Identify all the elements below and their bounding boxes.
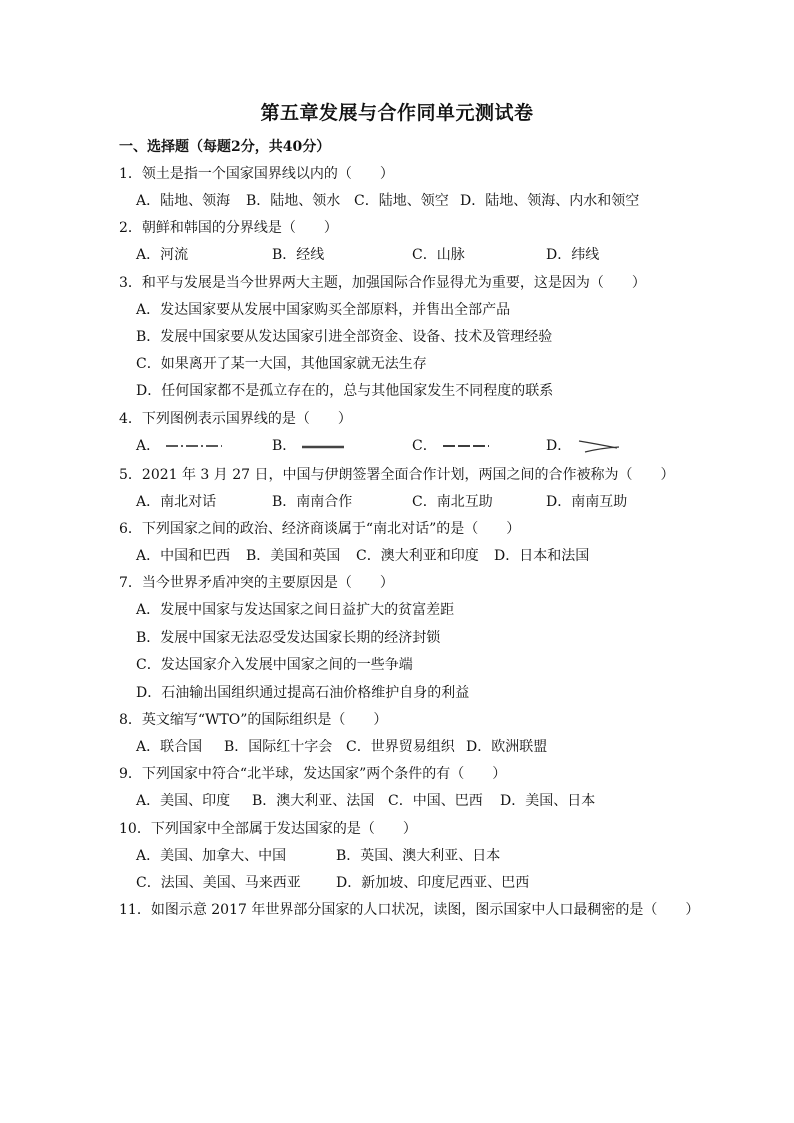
option-d: D．新加坡、印度尼西亚、巴西 (336, 875, 530, 891)
option-a (136, 435, 222, 455)
option-a: A．美国、印度 (136, 793, 231, 809)
question-11: 11．如图示意 2017 年世界部分国家的人口状况，读图，图示国家中人口最稠密的是（ ） (119, 902, 700, 918)
option-a: A．南北对话 (136, 494, 217, 510)
option-c (412, 435, 489, 455)
option-a: A．联合国 (136, 739, 203, 755)
option-b: B．国际红十字会 (224, 739, 333, 755)
option-c: C．世界贸易组织 (346, 739, 455, 755)
option-b-label: B． (272, 438, 297, 454)
option-a: A．发展中国家与发达国家之间日益扩大的贫富差距 (136, 602, 455, 618)
page-title: 第五章发展与合作同单元测试卷 (260, 102, 534, 124)
option-c: C．陆地、领空 (354, 193, 449, 209)
question-5-options (136, 491, 696, 511)
option-b: B．经线 (272, 247, 325, 263)
option-a: A．陆地、领海 (136, 193, 231, 209)
option-b (272, 435, 344, 455)
option-d: D．任何国家都不是孤立存在的，总与其他国家发生不同程度的联系 (136, 383, 554, 399)
option-a-label: A． (136, 438, 161, 454)
question-1: 1．领土是指一个国家国界线以内的（ ） (119, 166, 394, 182)
option-c-label: C． (412, 438, 437, 454)
option-a: A．中国和巴西 (136, 548, 231, 564)
option-c: C．南北互助 (412, 494, 493, 510)
option-b: B．发展中国家要从发达国家引进全部资金、设备、技术及管理经验 (136, 329, 553, 345)
dash-dot-boundary-symbol-icon (166, 441, 222, 451)
question-8: 8．英文缩写“WTO”的国际组织是（ ） (119, 712, 388, 728)
question-9-options (136, 790, 696, 810)
option-d: D．日本和法国 (494, 548, 590, 564)
option-b: B．澳大利亚、法国 (252, 793, 375, 809)
thick-line-symbol-icon (302, 441, 344, 451)
option-c: C．澳大利亚和印度 (356, 548, 479, 564)
option-d: D．石油输出国组织通过提高石油价格维护自身的利益 (136, 685, 470, 701)
question-7: 7．当今世界矛盾冲突的主要原因是（ ） (119, 575, 394, 591)
question-1-options (136, 190, 696, 210)
river-symbol-icon (577, 438, 621, 454)
option-c: C．山脉 (412, 247, 465, 263)
option-c: C．中国、巴西 (388, 793, 483, 809)
option-c: C．法国、美国、马来西亚 (136, 875, 301, 891)
option-b: B．美国和英国 (246, 548, 341, 564)
option-d: D．欧洲联盟 (466, 739, 548, 755)
option-d: D．纬线 (546, 247, 600, 263)
option-c: C．发达国家介入发展中国家之间的一些争端 (136, 657, 413, 673)
question-10: 10．下列国家中全部属于发达国家的是（ ） (119, 821, 417, 837)
question-9: 9．下列国家中符合“北半球，发达国家”两个条件的有（ ） (119, 766, 507, 782)
question-6: 6．下列国家之间的政治、经济商谈属于“南北对话”的是（ ） (119, 521, 521, 537)
option-a: A．河流 (136, 247, 189, 263)
dashed-line-symbol-icon (443, 441, 489, 451)
question-6-options (136, 545, 696, 565)
option-a: A．美国、加拿大、中国 (136, 848, 287, 864)
question-2-options (136, 244, 696, 264)
option-a: A．发达国家要从发展中国家购买全部原料，并售出全部产品 (136, 302, 511, 318)
question-3: 3．和平与发展是当今世界两大主题，加强国际合作显得尤为重要，这是因为（ ） (119, 275, 646, 291)
option-d: D．美国、日本 (500, 793, 596, 809)
option-b: B．南南合作 (272, 494, 353, 510)
option-d (546, 435, 621, 455)
section-heading: 一、选择题（每题2分，共40分） (119, 139, 331, 155)
question-5: 5．2021 年 3 月 27 日，中国与伊朗签署全面合作计划，两国之间的合作被称为（ ） (119, 467, 675, 483)
question-4: 4．下列图例表示国界线的是（ ） (119, 411, 352, 427)
question-10-options-row-1 (136, 845, 696, 865)
option-d: D．南南互助 (546, 494, 628, 510)
option-b: B．陆地、领水 (246, 193, 341, 209)
question-8-options (136, 736, 696, 756)
question-4-options (136, 435, 696, 455)
option-d: D．陆地、领海、内水和领空 (460, 193, 640, 209)
option-b: B．英国、澳大利亚、日本 (336, 848, 501, 864)
option-c: C．如果离开了某一大国，其他国家就无法生存 (136, 356, 427, 372)
question-2: 2．朝鲜和韩国的分界线是（ ） (119, 220, 338, 236)
option-d-label: D． (546, 438, 572, 454)
question-10-options-row-2 (136, 872, 696, 892)
option-b: B．发展中国家无法忍受发达国家长期的经济封锁 (136, 630, 441, 646)
